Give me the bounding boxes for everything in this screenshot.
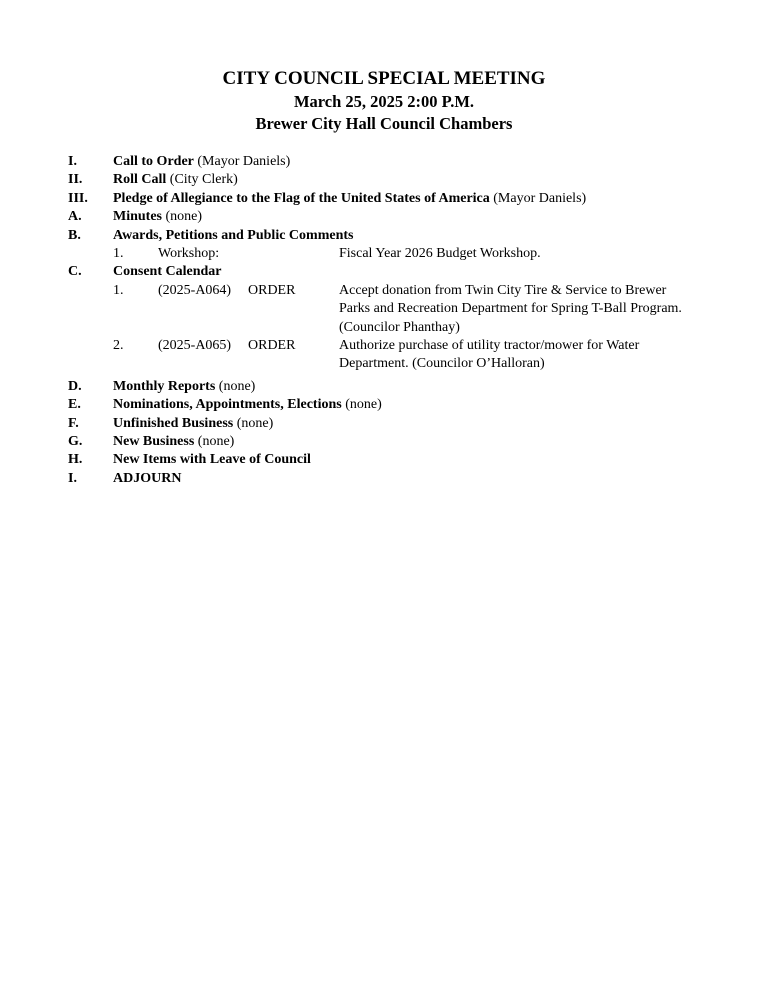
- agenda-mark: D.: [68, 378, 82, 394]
- agenda-item-title: New Items with Leave of Council: [113, 452, 311, 468]
- agenda-item-title: ADJOURN: [113, 470, 182, 486]
- subitem-number: 1.: [113, 282, 124, 298]
- agenda-item-adjourn: [68, 470, 728, 488]
- agenda-item-minutes: [68, 208, 728, 226]
- agenda-item-new-business: [68, 433, 728, 451]
- subitem-code: (2025-A065): [158, 337, 232, 353]
- agenda-item-title: Call to Order: [113, 154, 194, 169]
- agenda-item-title: Monthly Reports: [113, 378, 216, 394]
- agenda-mark: I.: [68, 470, 77, 486]
- subitem-description: Accept donation from Twin City Tire & Service to Brewer Parks and Recreation Department for Spring T-Ball Program. (Councilor Phanthay): [339, 282, 682, 335]
- agenda-item-note: (none): [165, 209, 203, 225]
- agenda-item-note: (none): [197, 433, 235, 449]
- agenda-item-note: (City Clerk): [169, 172, 238, 188]
- agenda-item-note: (Mayor Daniels): [493, 190, 587, 206]
- agenda-mark: B.: [68, 227, 81, 243]
- agenda-mark: E.: [68, 397, 81, 413]
- agenda-item-consent-calendar: [68, 263, 728, 281]
- agenda-item-title: Nominations, Appointments, Elections: [113, 397, 342, 413]
- agenda-item-awards: [68, 227, 728, 245]
- agenda-item-note: (none): [218, 378, 256, 394]
- agenda-subitem-order: [68, 282, 728, 337]
- agenda-item-note: (none): [345, 397, 382, 413]
- agenda-subitem-workshop: [68, 245, 728, 263]
- agenda-mark: A.: [68, 209, 82, 225]
- agenda-item-title: Minutes: [113, 209, 162, 225]
- subitem-number: 2.: [113, 337, 124, 353]
- subitem-code: (2025-A064): [158, 282, 232, 298]
- agenda-mark: C.: [68, 264, 82, 280]
- agenda-item-title: Pledge of Allegiance to the Flag of the United States of America: [113, 190, 490, 206]
- agenda-item-title: Consent Calendar: [113, 264, 222, 280]
- agenda-item-monthly-reports: [68, 378, 728, 396]
- agenda-subitem-order: [68, 337, 728, 374]
- agenda-mark: I.: [68, 154, 77, 169]
- subitem-description: Authorize purchase of utility tractor/mower for Water Department. (Councilor O’Halloran): [339, 337, 640, 372]
- subitem-number: 1.: [113, 245, 124, 261]
- agenda-mark: H.: [68, 452, 83, 468]
- subitem-description: Fiscal Year 2026 Budget Workshop.: [339, 245, 541, 261]
- agenda-item-title: Awards, Petitions and Public Comments: [113, 227, 354, 243]
- subitem-label: Workshop:: [158, 245, 220, 261]
- agenda-item-call-to-order: [68, 153, 728, 171]
- agenda-mark: G.: [68, 433, 83, 449]
- agenda-item-unfinished-business: [68, 415, 728, 433]
- agenda-mark: II.: [68, 172, 83, 188]
- meeting-title: CITY COUNCIL SPECIAL MEETING: [222, 68, 546, 89]
- document-header: [0, 67, 768, 135]
- subitem-type: ORDER: [248, 337, 296, 353]
- agenda-item-roll-call: [68, 171, 728, 189]
- agenda-mark: III.: [68, 190, 88, 206]
- agenda-item-new-items: [68, 451, 728, 469]
- agenda-item-title: Roll Call: [113, 172, 167, 188]
- agenda-item-title: New Business: [113, 433, 195, 449]
- agenda-item-nominations: [68, 396, 728, 414]
- meeting-datetime: March 25, 2025 2:00 P.M.: [293, 92, 475, 111]
- agenda-item-note: (Mayor Daniels): [197, 154, 291, 169]
- agenda-item-pledge: [68, 190, 728, 208]
- agenda-item-note: (none): [236, 415, 274, 431]
- subitem-type: ORDER: [248, 282, 296, 298]
- agenda-item-title: Unfinished Business: [113, 415, 234, 431]
- meeting-location: Brewer City Hall Council Chambers: [255, 114, 513, 133]
- agenda-list: [68, 153, 728, 488]
- agenda-mark: F.: [68, 415, 79, 431]
